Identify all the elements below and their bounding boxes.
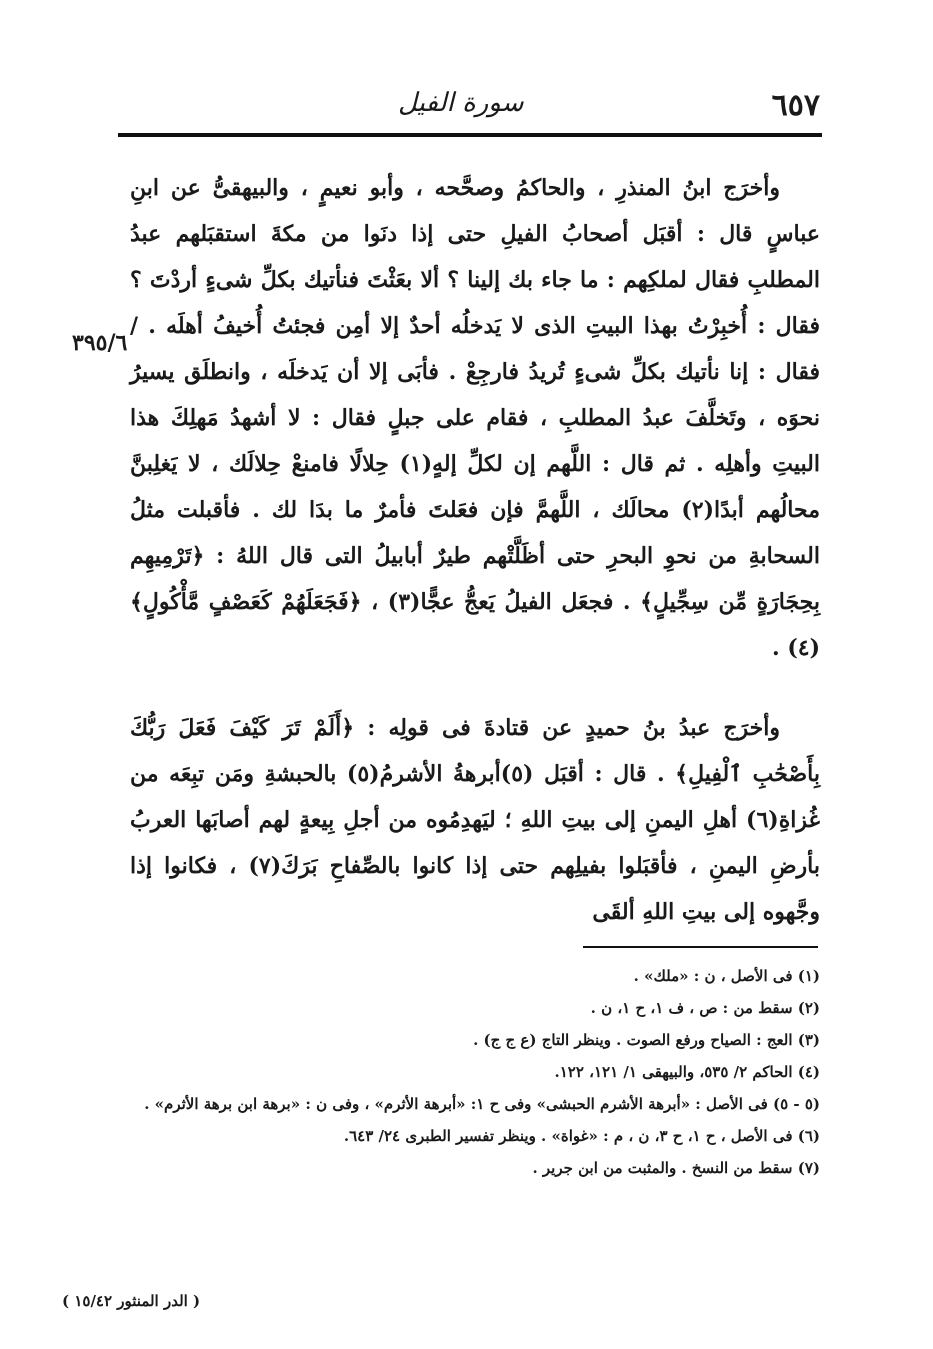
running-header xyxy=(118,78,820,130)
footnote-3: (٣) العج : الصياح ورفع الصوت . وينظر التاج (ع ج ج) . xyxy=(473,1031,820,1049)
paragraph-text: وأخرَج عبدُ بنُ حميدٍ عن قتادةَ فى قولِه : ﴿أَلَمْ تَرَ كَيْفَ فَعَلَ رَبُّكَ بِأَصْحَٰبِ ٱلْفِيلِ﴾ . قال : أقبَل (٥)أبرهةُ الأشرمُ(٥) بالحبشةِ ومَن تبِعَه من غُزاةِ(٦) أهلِ اليمنِ إلى بيتِ اللهِ ؛ ليَهدِمُوه من أجلِ بِيعةٍ لهم أصابَها العربُ بأرضِ اليمنِ ، فأقبَلوا بفيلِهم حتى إذا كانوا بالصِّفاحِ بَرَكَ(٧) ، فكانوا إذا وجَّهوه إلى بيتِ اللهِ ألقَى xyxy=(130,715,820,925)
footnote-5: (٥ - ٥) فى الأصل : «أبرهة الأشرم الحبشى» وفى ح ١: «أبرهة الأثرم» ، وفى ن : «برهة ابن برهة الأثرم» . xyxy=(144,1095,820,1113)
margin-reference: ٣٩٥/٦ xyxy=(72,330,128,356)
footnote-7: (٧) سقط من النسخ . والمثبت من ابن جرير . xyxy=(532,1159,820,1177)
footnote-4: (٤) الحاكم ٢/ ٥٣٥، والبيهقى ١/ ١٢١، ١٢٢. xyxy=(554,1063,820,1081)
body-paragraph-2 xyxy=(130,705,820,935)
footnote-6: (٦) فى الأصل ، ح ١، ح ٣، ن ، م : «غواة» . وينظر تفسير الطبرى ٢٤/ ٦٤٣. xyxy=(343,1127,820,1145)
paragraph-text: وأخرَج ابنُ المنذرِ ، والحاكمُ وصحَّحه ، وأبو نعيمٍ ، والبيهقىُّ عن ابنِ عباسٍ قال : أقبَل أصحابُ الفيلِ حتى إذا دنَوا من مكةَ استقبَلهم عبدُ المطلبِ فقال لملكِهم : ما جاء بك إلينا ؟ ألا بعَثْتَ فنأتيك بكلِّ شىءٍ أردْتَ ؟ فقال : أُخبِرْتُ بهذا البيتِ الذى لا يَدخلُه أحدٌ إلا أمِن فجئتُ أُخيفُ أهلَه . / فقال : إنا نأتيك بكلِّ شىءٍ تُريدُ فارجِعْ . فأبَى إلا أن يَدخلَه ، وانطلَق يسيرُ نحوَه ، وتَخلَّفَ عبدُ المطلبِ ، فقام على جبلٍ فقال : لا أشهدُ مَهلِكَ هذا البيتِ وأهلِه . ثم قال : اللَّهم إن لكلِّ إلهٍ(١) حِلالًا فامنعْ حِلالَك ، لا يَغلِبنَّ محالُهم أبدًا(٢) محالَك ، اللَّهمَّ فإن فعَلتَ فأمرٌ ما بدَا لك . فأقبلت مثلُ السحابةِ من نحوِ البحرِ حتى أظَلَّتْهم طيرٌ أبابيلُ التى قال اللهُ : ﴿تَرْمِيهِم بِحِجَارَةٍ مِّن سِجِّيلٍ﴾ . فجعَل الفيلُ يَعجُّ عجًّا(٣) ، ﴿فَجَعَلَهُمْ كَعَصْفٍ مَّأْكُولٍ﴾(٤) . xyxy=(130,175,820,661)
running-title: سورة الفيل xyxy=(398,88,524,118)
page-number: ٦٥٧ xyxy=(771,88,820,123)
footnote-1: (١) فى الأصل ، ن : «ملك» . xyxy=(633,967,820,985)
body-paragraph-1 xyxy=(130,165,820,671)
volume-reference: ( الدر المنثور ١٥/٤٢ ) xyxy=(62,1292,201,1310)
footnotes-list xyxy=(120,960,820,1184)
header-rule xyxy=(118,133,822,137)
footnote-2: (٢) سقط من : ص ، ف ١، ح ١، ن . xyxy=(590,999,820,1017)
footnote-rule xyxy=(583,946,818,948)
